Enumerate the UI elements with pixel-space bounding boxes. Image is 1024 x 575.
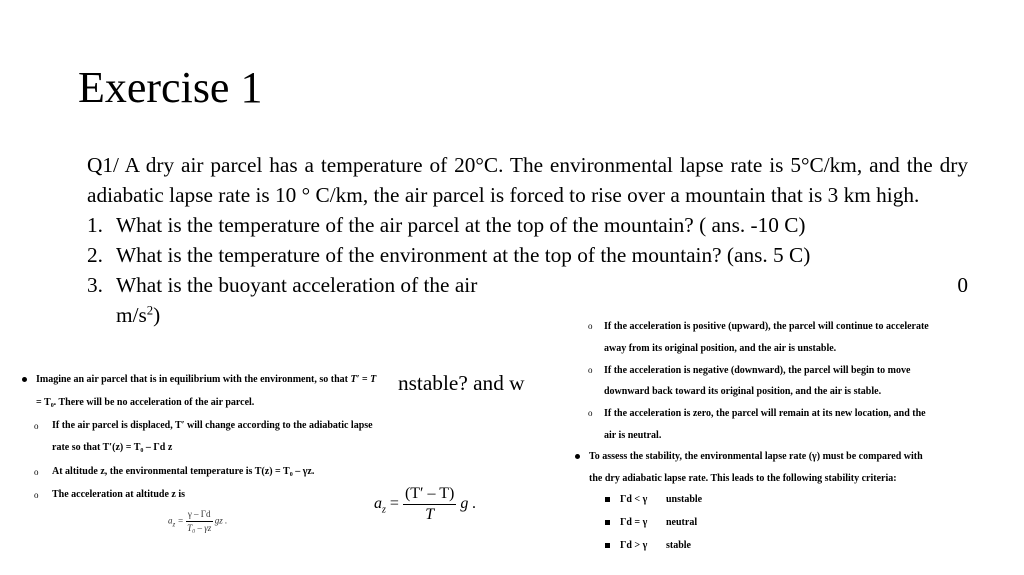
excerpt-line: the dry adiabatic lapse rate. This leads to the following stability criteria: [589,473,897,484]
question-intro: Q1/ A dry air parcel has a temperature of 20°C. The environmental lapse rate is 5°C/km, and the dry adiabatic lapse rate is 10 ° C/km, the air parcel is forced to rise over a mountain that is 3 km high. [87,153,968,207]
item-text: What is the temperature of the environment at the top of the mountain? (ans. 5 C) [116,243,811,267]
circle-bullet-icon: o [34,467,39,477]
acceleration-equation: $a_z$ = $\frac{\gamma - \Gamma d}{\text{T₀ – γz}}$ gz . [168,509,228,533]
excerpt-text: Imagine an air parcel that is in equilibrium with the environment, so that [36,374,348,385]
circle-bullet-icon: o [588,321,593,331]
excerpt-line: The acceleration at altitude z is [52,489,186,500]
textbook-excerpt-left [18,369,378,549]
list-item [87,210,968,240]
excerpt-line [36,373,376,386]
criterion-condition: Γd > γ [620,540,648,551]
excerpt-line: downward back toward its original position, and the air is stable. [604,386,882,397]
buoyant-acceleration-equation: $a_z$ = $\frac{(T' - T)}{T}$ g . [374,485,477,523]
circle-bullet-icon: o [34,490,39,500]
item-unit: m/s [116,303,147,327]
excerpt-line: If the acceleration is zero, the parcel will remain at its new location, and the [604,408,926,419]
bullet-dot-icon [22,377,27,382]
square-bullet-icon [605,520,610,525]
excerpt-line: = T₀. There will be no acceleration of the air parcel. [36,397,255,408]
item-number: 3. [87,273,103,297]
excerpt-formula: T′ = T [350,374,377,385]
excerpt-line: If the acceleration is negative (downward), the parcel will begin to move [604,365,911,376]
circle-bullet-icon: o [588,365,593,375]
criterion-condition: Γd < γ [620,494,648,505]
item-number: 2. [87,243,103,267]
textbook-excerpt-right [582,317,952,567]
list-item [87,240,968,270]
criterion-label: unstable [666,494,703,505]
question-block [87,150,968,330]
hidden-line-fragment: nstable? and w [398,371,525,395]
item-number: 1. [87,213,103,237]
excerpt-line: If the acceleration is positive (upward), the parcel will continue to accelerate [604,321,929,332]
excerpt-line: If the air parcel is displaced, T′ will change according to the adiabatic lapse [52,420,373,431]
criterion-condition: Γd = γ [620,517,648,528]
square-bullet-icon [605,497,610,502]
question-list [87,210,968,330]
criterion-label: neutral [666,517,698,528]
excerpt-line: rate so that T′(z) = T₀ – Γd z [52,442,173,453]
item-text: What is the temperature of the air parcel at the top of the mountain? ( ans. -10 C) [116,213,806,237]
bullet-dot-icon [575,454,580,459]
circle-bullet-icon: o [34,421,39,431]
item-text-fragment: 0 [957,273,968,297]
excerpt-line: air is neutral. [604,430,662,441]
item-unit-exponent: 2 [146,303,154,318]
item-text: What is the buoyant acceleration of the air [116,273,478,297]
square-bullet-icon [605,543,610,548]
circle-bullet-icon: o [588,408,593,418]
excerpt-line: At altitude z, the environmental temperature is T(z) = T₀ – γz. [52,466,315,477]
excerpt-line: away from its original position, and the air is unstable. [604,343,837,354]
criterion-label: stable [666,540,691,551]
slide-title: Exercise 1 [78,63,263,112]
item-unit-close: ) [153,303,161,327]
excerpt-line: To assess the stability, the environmental lapse rate (γ) must be compared with [589,451,923,462]
